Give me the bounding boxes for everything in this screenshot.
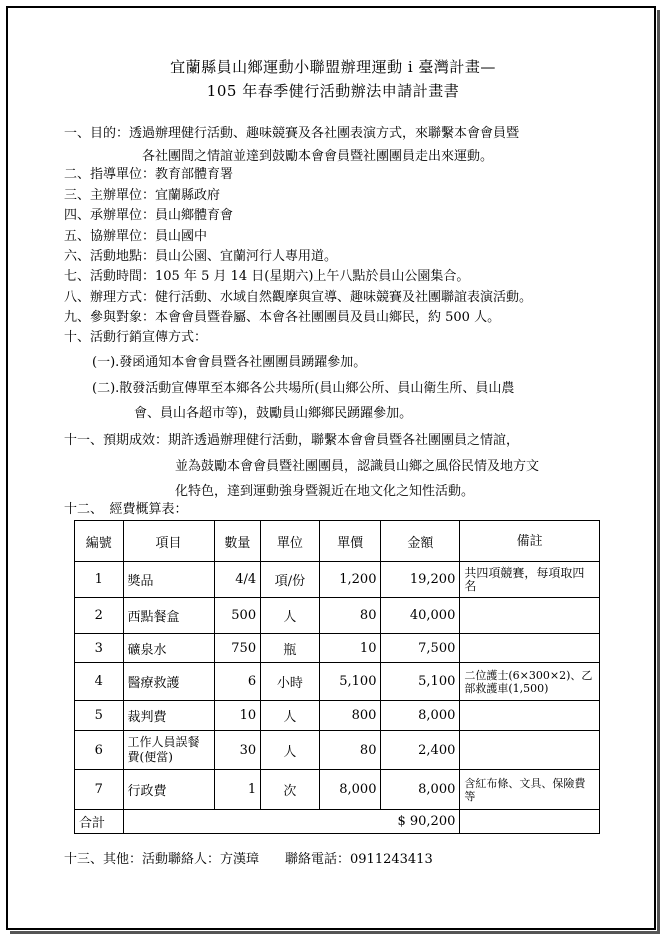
table-row (75, 598, 600, 634)
row-number: 2 (75, 598, 124, 634)
section-6-location: 六、活動地點：員山公園、宜蘭河行人專用道。 (64, 249, 338, 264)
doc-title-line1: 宜蘭縣員山鄉運動小聯盟辦理運動 i 臺灣計畫— (170, 58, 496, 76)
row-number: 1 (75, 562, 124, 598)
row-item: 工作人員誤餐費(便當) (123, 731, 214, 770)
row-note (460, 598, 600, 634)
header-number: 編號 (75, 521, 124, 562)
section-11-outcome-cont2: 化特色，達到運動強身暨親近在地文化之知性活動。 (175, 484, 475, 499)
section-10-item-1: (一).發函通知本會會員暨各社團團員踴躍參加。 (92, 355, 367, 370)
row-item: 礦泉水 (123, 634, 214, 663)
header-quantity: 數量 (214, 521, 261, 562)
total-amount: $ 90,200 (123, 810, 460, 834)
header-unit: 單位 (261, 521, 320, 562)
row-number: 6 (75, 731, 124, 770)
row-unit-price: 8,000 (319, 770, 381, 810)
row-item: 醫療救護 (123, 663, 214, 701)
section-10-item-2-cont: 會、員山各超市等)，鼓勵員山鄉鄉民踴躍參加。 (134, 406, 413, 421)
section-7-time: 七、活動時間：105 年 5 月 14 日(星期六)上午八點於員山公園集合。 (64, 269, 470, 284)
budget-table (74, 520, 600, 834)
row-amount: 8,000 (381, 701, 460, 731)
row-item: 西點餐盒 (123, 598, 214, 634)
table-row (75, 731, 600, 770)
section-3-organizer: 三、主辦單位：宜蘭縣政府 (64, 188, 221, 203)
row-unit: 瓶 (261, 634, 320, 663)
row-note (460, 731, 600, 770)
row-item: 行政費 (123, 770, 214, 810)
row-quantity: 4/4 (214, 562, 261, 598)
row-unit-price: 800 (319, 701, 381, 731)
row-amount: 7,500 (381, 634, 460, 663)
section-1-purpose-cont: 各社團間之情誼並達到鼓勵本會會員暨社團團員走出來運動。 (142, 149, 494, 164)
section-13-contact: 十三、其他：活動聯絡人：方漢璋 聯絡電話：0911243413 (64, 852, 433, 867)
section-9-participants: 九、參與對象：本會會員暨眷屬、本會各社團團員及員山鄉民，約 500 人。 (64, 310, 501, 325)
row-note (460, 634, 600, 663)
row-quantity: 500 (214, 598, 261, 634)
table-row (75, 770, 600, 810)
total-row (75, 810, 600, 834)
row-quantity: 1 (214, 770, 261, 810)
table-row (75, 634, 600, 663)
row-unit: 人 (261, 598, 320, 634)
header-unit-price: 單價 (319, 521, 381, 562)
section-11-outcome-cont1: 並為鼓勵本會會員暨社團團員，認識員山鄉之風俗民情及地方文 (175, 459, 540, 474)
row-amount: 2,400 (381, 731, 460, 770)
total-note (460, 810, 600, 834)
row-number: 5 (75, 701, 124, 731)
row-unit: 次 (261, 770, 320, 810)
row-item: 獎品 (123, 562, 214, 598)
table-row (75, 701, 600, 731)
row-note: 含紅布條、文具、保險費等 (460, 770, 600, 810)
row-unit-price: 10 (319, 634, 381, 663)
row-amount: 19,200 (381, 562, 460, 598)
doc-title-line2: 105 年春季健行活動辦法申請計畫書 (206, 82, 460, 100)
row-unit-price: 1,200 (319, 562, 381, 598)
row-item: 裁判費 (123, 701, 214, 731)
section-5-co-organizer: 五、協辦單位：員山國中 (64, 229, 208, 244)
row-quantity: 750 (214, 634, 261, 663)
section-10-promotion: 十、活動行銷宣傳方式： (64, 330, 208, 345)
section-10-item-2: (二).散發活動宣傳單至本鄉各公共場所(員山鄉公所、員山衛生所、員山農 (92, 381, 515, 396)
row-quantity: 6 (214, 663, 261, 701)
table-row (75, 663, 600, 701)
section-2-supervisor: 二、指導單位：教育部體育署 (64, 167, 234, 182)
row-unit: 項/份 (261, 562, 320, 598)
total-label: 合計 (75, 810, 124, 834)
row-note (460, 701, 600, 731)
section-12-budget-heading: 十二、 經費概算表： (64, 502, 188, 517)
row-amount: 40,000 (381, 598, 460, 634)
header-note: 備註 (460, 521, 600, 562)
row-quantity: 30 (214, 731, 261, 770)
section-8-method: 八、辦理方式：健行活動、水域自然觀摩與宣導、趣味競賽及社團聯誼表演活動。 (64, 290, 533, 305)
row-amount: 5,100 (381, 663, 460, 701)
table-row (75, 562, 600, 598)
header-amount: 金額 (381, 521, 460, 562)
row-note: 共四項競賽，每項取四名 (460, 562, 600, 598)
row-unit: 人 (261, 701, 320, 731)
header-item: 項目 (123, 521, 214, 562)
section-1-purpose: 一、目的：透過辦理健行活動、趣味競賽及各社團表演方式，來聯繫本會會員暨 (64, 126, 520, 141)
section-4-executor: 四、承辦單位：員山鄉體育會 (64, 208, 234, 223)
row-unit: 人 (261, 731, 320, 770)
row-number: 3 (75, 634, 124, 663)
row-number: 4 (75, 663, 124, 701)
budget-header-row (75, 521, 600, 562)
row-unit-price: 5,100 (319, 663, 381, 701)
row-amount: 8,000 (381, 770, 460, 810)
section-11-outcome: 十一、預期成效：期許透過辦理健行活動，聯繫本會會員暨各社團團員之情誼， (64, 433, 520, 448)
row-quantity: 10 (214, 701, 261, 731)
row-note: 二位護士(6×300×2)、乙部救護車(1,500) (460, 663, 600, 701)
row-number: 7 (75, 770, 124, 810)
row-unit-price: 80 (319, 731, 381, 770)
row-unit-price: 80 (319, 598, 381, 634)
row-unit: 小時 (261, 663, 320, 701)
